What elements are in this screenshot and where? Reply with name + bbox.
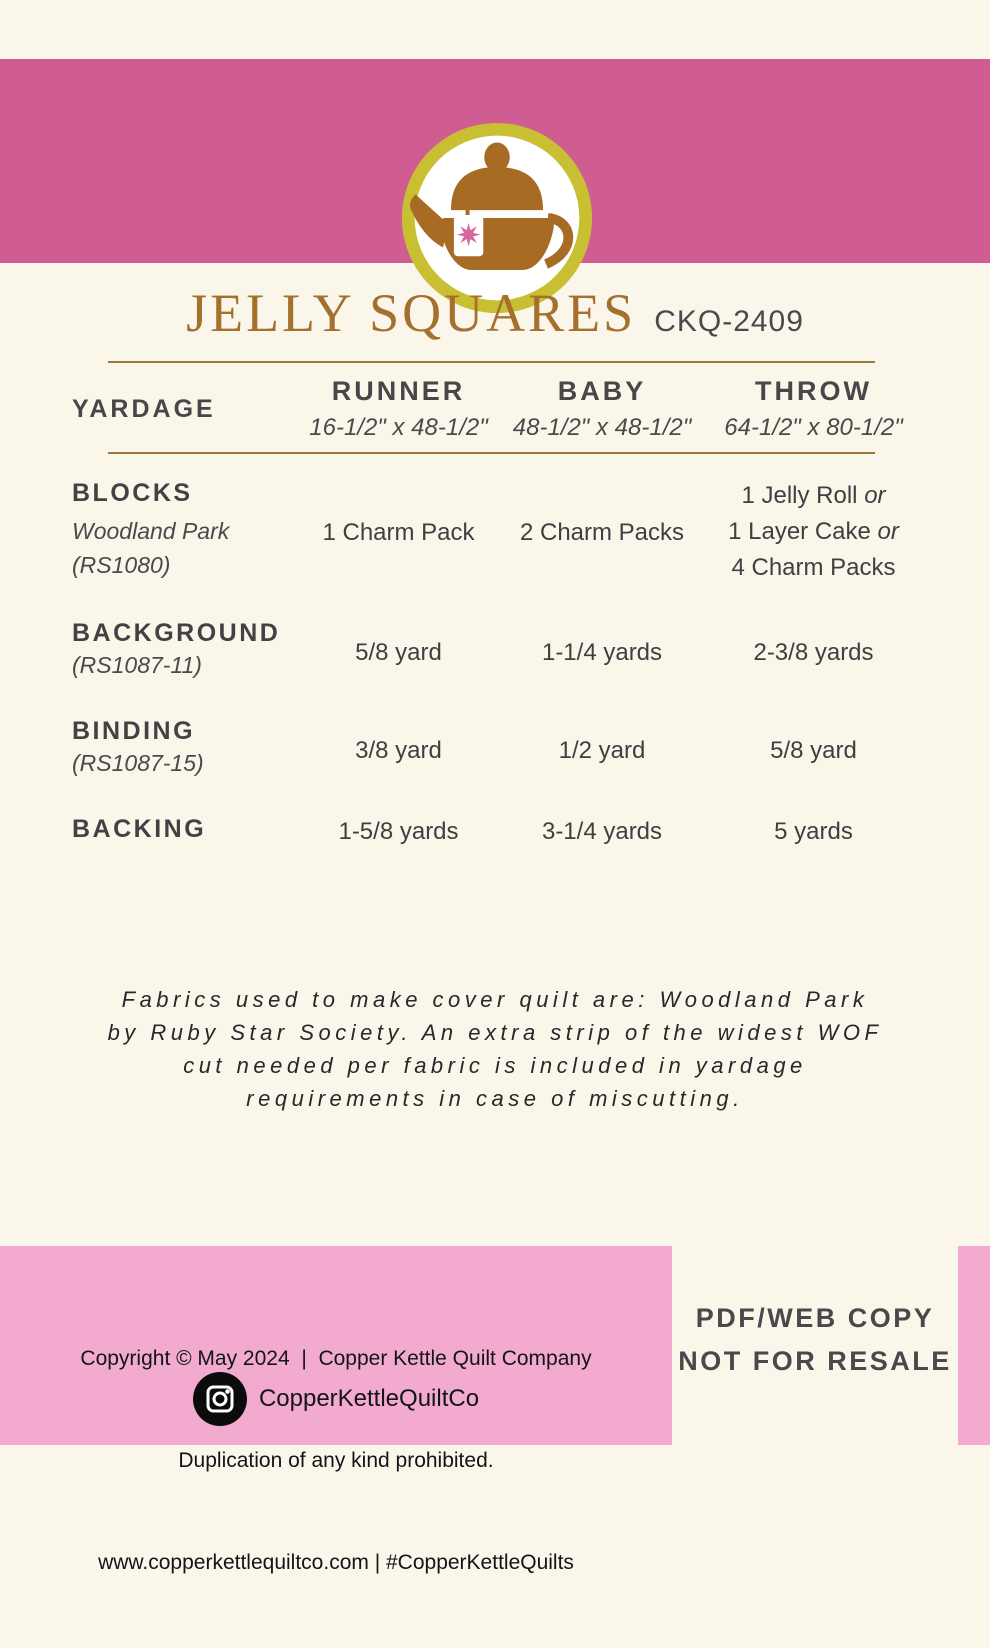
blocks-throw-line1: 1 Jelly Roll <box>741 482 858 509</box>
column-throw <box>707 376 920 442</box>
fabric-note-line2: by Ruby Star Society. An extra strip of the widest WOF <box>107 1020 883 1045</box>
table-row-backing <box>72 814 920 850</box>
yardage-header-row <box>72 376 920 442</box>
blocks-baby-value: 2 Charm Packs <box>519 519 685 546</box>
row-blocks-fabric: Woodland Park <box>72 518 230 544</box>
column-throw-dimensions: 64-1/2" x 80-1/2" <box>724 414 903 441</box>
instagram-row <box>0 1372 672 1426</box>
fabric-note-line4: requirements in case of miscutting. <box>246 1086 744 1111</box>
fabric-note-line3: cut needed per fabric is included in yardage <box>183 1053 807 1078</box>
fabric-note-line1: Fabrics used to make cover quilt are: Woodland Park <box>121 987 869 1012</box>
blocks-throw-line2: 1 Layer Cake <box>728 518 871 545</box>
page-title: JELLY SQUARES <box>186 283 637 343</box>
row-backing-label: BACKING <box>72 815 207 843</box>
blocks-throw-line3: 4 Charm Packs <box>731 554 896 581</box>
footer-copyright-block <box>0 1246 672 1574</box>
footer-text <box>0 1274 672 1648</box>
backing-runner-value: 1-5/8 yards <box>338 818 459 845</box>
resale-line1: PDF/WEB COPY <box>695 1303 935 1333</box>
resale-line2: NOT FOR RESALE <box>678 1346 952 1376</box>
yardage-heading: YARDAGE <box>72 395 216 423</box>
column-baby <box>497 376 707 442</box>
instagram-icon <box>193 1372 247 1426</box>
column-throw-label: THROW <box>755 376 872 406</box>
blocks-throw-line2-or: or <box>877 518 899 545</box>
binding-runner-value: 3/8 yard <box>355 737 442 764</box>
table-row-blocks <box>72 478 920 586</box>
resale-notice <box>658 1297 972 1383</box>
row-binding-sku: (RS1087-15) <box>72 750 204 776</box>
table-row-binding <box>72 716 920 780</box>
row-background-sku: (RS1087-11) <box>72 652 202 678</box>
pattern-code: CKQ-2409 <box>654 305 804 338</box>
row-background-label-group <box>72 618 300 682</box>
row-binding-label-group <box>72 716 300 780</box>
background-runner-value: 5/8 yard <box>355 639 442 666</box>
backing-baby-value: 3-1/4 yards <box>541 818 663 845</box>
backing-throw-value: 5 yards <box>774 818 853 845</box>
row-backing-label-group <box>72 814 300 850</box>
website-line: www.copperkettlequiltco.com | #CopperKettleQuilts <box>98 1551 574 1574</box>
fabric-note <box>0 983 990 1115</box>
column-baby-label: BABY <box>557 376 647 406</box>
instagram-handle: CopperKettleQuiltCo <box>258 1385 480 1412</box>
divider-top <box>108 361 875 363</box>
duplication-line: Duplication of any kind prohibited. <box>178 1449 494 1472</box>
row-background-label: BACKGROUND <box>72 619 281 647</box>
blocks-throw-line1-or: or <box>864 482 886 509</box>
binding-throw-value: 5/8 yard <box>770 737 857 764</box>
binding-baby-value: 1/2 yard <box>558 737 646 764</box>
divider-header <box>108 452 875 454</box>
row-blocks-label: BLOCKS <box>72 479 193 507</box>
copyright-line: Copyright © May 2024 | Copper Kettle Quilt Company <box>80 1347 592 1370</box>
title-row <box>0 283 990 343</box>
column-runner <box>300 376 497 442</box>
table-row-background <box>72 618 920 682</box>
column-runner-label: RUNNER <box>331 376 466 406</box>
background-baby-value: 1-1/4 yards <box>541 639 663 666</box>
column-baby-dimensions: 48-1/2" x 48-1/2" <box>512 414 692 441</box>
column-runner-dimensions: 16-1/2" x 48-1/2" <box>309 414 488 441</box>
row-binding-label: BINDING <box>72 717 196 745</box>
row-blocks-label-group <box>72 478 300 586</box>
blocks-throw-value <box>707 478 920 586</box>
row-blocks-sku: (RS1080) <box>72 552 171 578</box>
background-throw-value: 2-3/8 yards <box>753 639 874 666</box>
blocks-runner-value: 1 Charm Pack <box>322 519 475 546</box>
header-banner <box>0 59 990 263</box>
